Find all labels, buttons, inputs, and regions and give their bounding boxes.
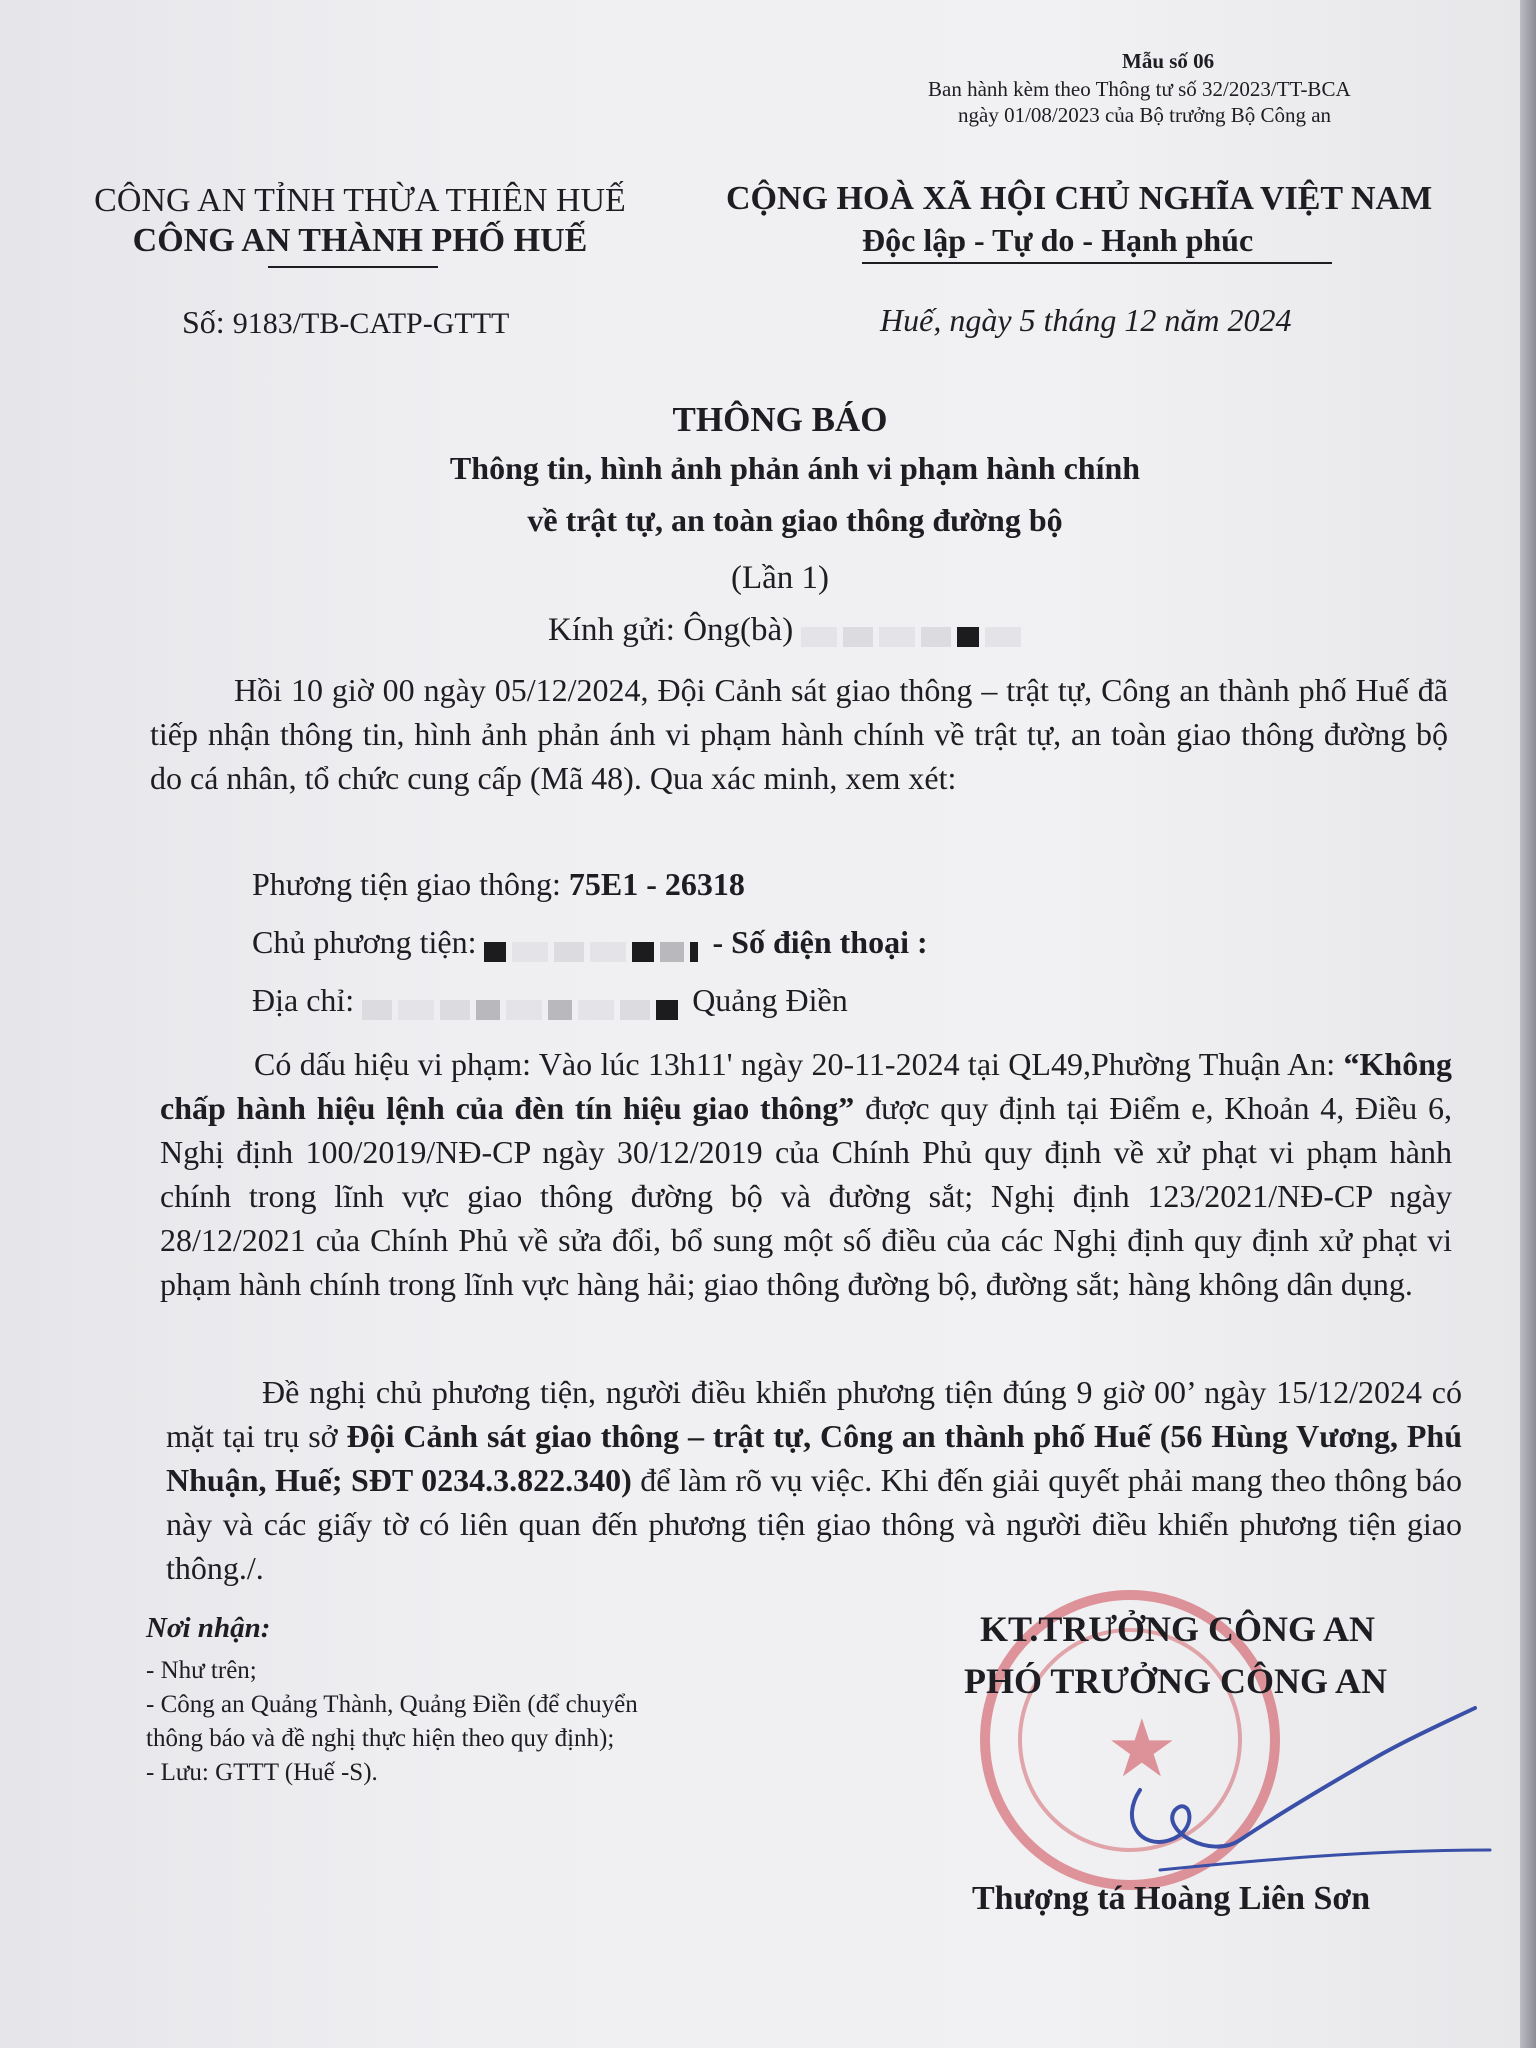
form-issued-date: ngày 01/08/2023 của Bộ trưởng Bộ Công an bbox=[958, 103, 1332, 127]
signatory-line-1: KT.TRƯỞNG CÔNG AN bbox=[980, 1609, 1376, 1649]
request-intro: Đề nghị chủ phương tiện, người điều khiển phương tiện đúng 9 giờ 00’ ngày 15/12/2024 có mặt tại trụ sở bbox=[166, 1374, 1462, 1454]
vehicle-line bbox=[252, 866, 745, 903]
owner-line bbox=[252, 924, 928, 961]
phone-label: - Số điện thoại : bbox=[712, 924, 928, 960]
paragraph-intro: Hồi 10 giờ 00 ngày 05/12/2024, Đội Cảnh sát giao thông – trật tự, Công an thành phố Huế đã tiếp nhận thông tin, hình ảnh phản ánh vi phạm hành chính về trật tự, an toàn giao thông đường bộ do cá nhân, tổ chức cung cấp (Mã 48). Qua xác minh, xem xét: bbox=[150, 672, 1448, 796]
notice-round: (Lần 1) bbox=[730, 560, 830, 596]
paragraph-violation bbox=[160, 1042, 1452, 1306]
address-line bbox=[252, 982, 848, 1019]
seal-star-icon: ★ bbox=[1106, 1706, 1178, 1794]
vehicle-plate: 75E1 - 26318 bbox=[568, 866, 745, 902]
notice-subtitle-2: về trật tự, an toàn giao thông đường bộ bbox=[527, 502, 1063, 538]
recipient-salutation bbox=[548, 612, 1027, 649]
request-closing: để làm rõ vụ việc. Khi đến giải quyết phải mang theo thông báo này và các giấy tờ có liên quan đến phương tiện giao thông và người điều khiển phương tiện giao thông./. bbox=[166, 1462, 1463, 1586]
recipient-item: thông báo và đề nghị thực hiện theo quy định); bbox=[146, 1725, 615, 1752]
document-number bbox=[182, 304, 509, 341]
so-value: 9183/TB-CATP-GTTT bbox=[232, 307, 510, 340]
notice-title: THÔNG BÁO bbox=[672, 400, 888, 439]
address-label: Địa chỉ: bbox=[252, 982, 355, 1018]
request-office: Đội Cảnh sát giao thông – trật tự, Công an thành phố Huế (56 Hùng Vương, Phú Nhuận, Huế; SĐT 0234.3.822.340) bbox=[166, 1418, 1463, 1498]
recipient-item: - Như trên; bbox=[146, 1657, 257, 1684]
recipients-list bbox=[146, 1654, 638, 1790]
paragraph-request bbox=[166, 1370, 1462, 1590]
vehicle-label: Phương tiện giao thông: bbox=[252, 866, 561, 902]
redacted-owner-name bbox=[484, 933, 704, 959]
recipient-item: - Công an Quảng Thành, Quảng Điền (để chuyển bbox=[146, 1691, 638, 1718]
recipient-item: - Lưu: GTTT (Huế -S). bbox=[146, 1759, 378, 1786]
agency-name: CÔNG AN THÀNH PHỐ HUẾ bbox=[132, 222, 588, 259]
signatory-name: Thượng tá Hoàng Liên Sơn bbox=[972, 1880, 1371, 1917]
nation-title: CỘNG HOÀ XÃ HỘI CHỦ NGHĨA VIỆT NAM bbox=[726, 180, 1433, 217]
redacted-recipient-name bbox=[801, 619, 1027, 645]
page-edge bbox=[1520, 0, 1536, 2048]
notice-subtitle-1: Thông tin, hình ảnh phản ánh vi phạm hành chính bbox=[449, 450, 1141, 486]
redacted-address bbox=[362, 991, 684, 1017]
address-district: Quảng Điền bbox=[692, 982, 848, 1018]
signatory-line-2: PHÓ TRƯỞNG CÔNG AN bbox=[964, 1661, 1388, 1701]
place-date: Huế, ngày 5 tháng 12 năm 2024 bbox=[880, 302, 1292, 338]
form-issued-by: Ban hành kèm theo Thông tư số 32/2023/TT-BCA bbox=[928, 77, 1351, 101]
motto-underline bbox=[862, 262, 1332, 264]
violation-intro: Có dấu hiệu vi phạm: Vào lúc 13h11' ngày 20-11-2024 tại QL49,Phường Thuận An: bbox=[254, 1046, 1344, 1082]
nation-motto: Độc lập - Tự do - Hạnh phúc bbox=[862, 222, 1254, 258]
recipients-title: Nơi nhận: bbox=[146, 1612, 271, 1644]
so-label: Số: bbox=[182, 304, 225, 340]
violation-description: “Không chấp hành hiệu lệnh của đèn tín hiệu giao thông” bbox=[160, 1046, 1452, 1126]
form-number: Mẫu số 06 bbox=[1122, 49, 1215, 73]
owner-label: Chủ phương tiện: bbox=[252, 924, 477, 960]
agency-underline bbox=[268, 266, 438, 268]
violation-legal-basis: được quy định tại Điểm e, Khoản 4, Điều 6, Nghị định 100/2019/NĐ-CP ngày 30/12/2019 của Chính Phủ quy định về xử phạt vi phạm hành chính trong lĩnh vực giao thông đường bộ và đường sắt; Nghị định 123/2021/NĐ-CP ngày 28/12/2021 của Chính Phủ về sửa đổi, bổ sung một số điều của các Nghị định quy định xử phạt vi phạm hành chính trong lĩnh vực hàng hải; giao thông đường bộ, đường sắt; hàng không dân dụng. bbox=[160, 1090, 1453, 1302]
kinh-gui-label: Kính gửi: Ông(bà) bbox=[548, 612, 794, 648]
agency-parent: CÔNG AN TỈNH THỪA THIÊN HUẾ bbox=[94, 182, 626, 219]
